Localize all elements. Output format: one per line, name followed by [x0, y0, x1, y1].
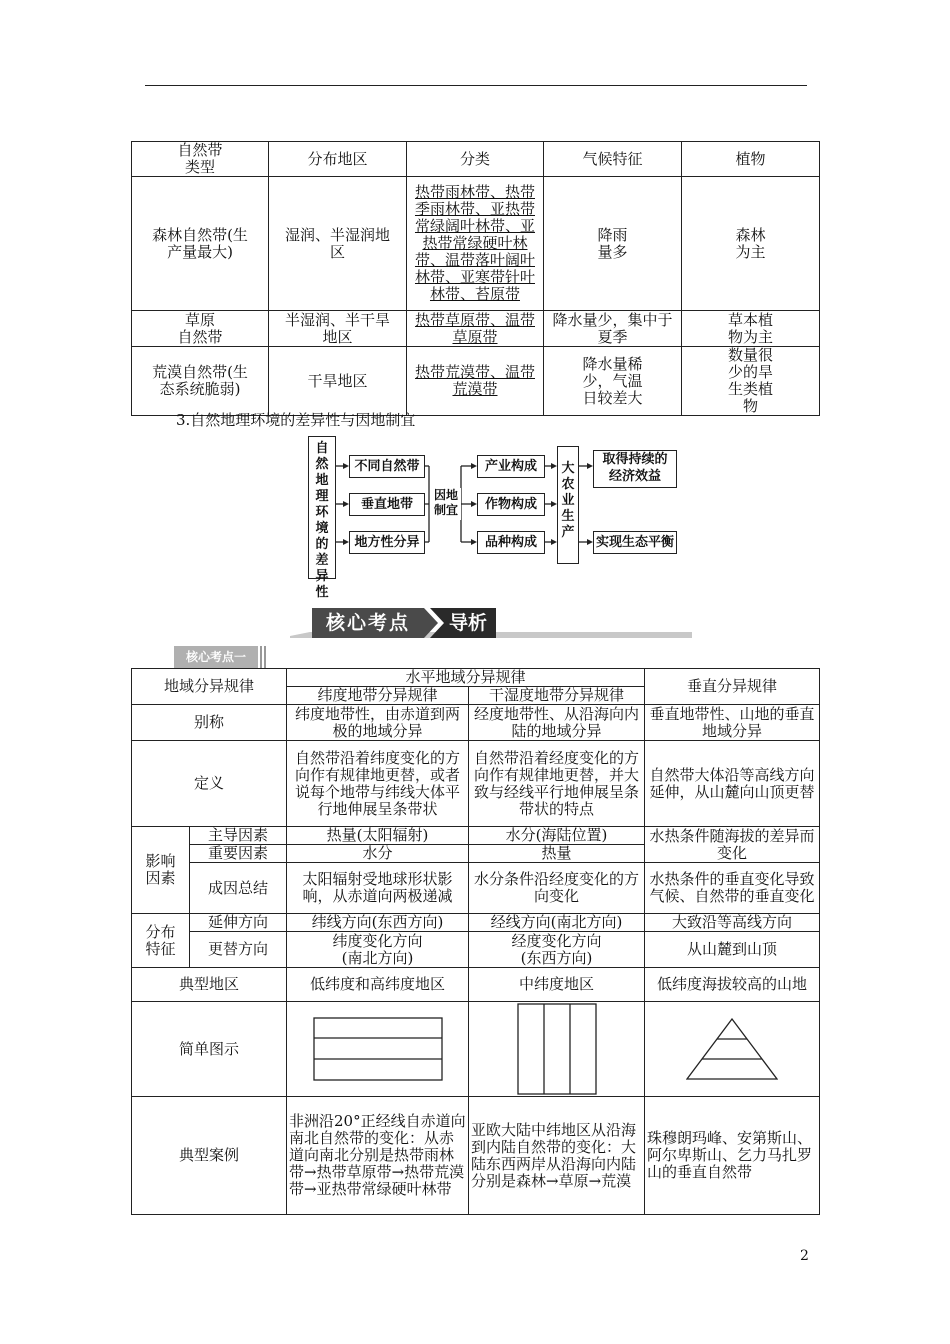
case-lat: 非洲沿20°正经线自赤道向南北自然带的变化：从赤道向南北分别是热带雨林带→热带草原带→热带荒漠带→亚热带常绿硬叶林带	[287, 1097, 469, 1215]
page-number: 2	[800, 1248, 809, 1264]
cause-vert: 水热条件的垂直变化导致气候、自然带的垂直变化	[645, 863, 820, 914]
key-factor-lon: 热量	[469, 845, 645, 863]
flow-center: 大农业生产	[557, 446, 579, 564]
desert-plants: 数量很 少的旱 生类植 物	[682, 347, 820, 416]
corner-cell: 地域分异规律	[132, 669, 287, 705]
extend-lat: 纬线方向(东西方向)	[287, 914, 469, 932]
cause-lat: 太阳辐射受地球形状影响，从赤道向两极递减	[287, 863, 469, 914]
alias-lon: 经度地带性、从沿海向内陆的地域分异	[469, 705, 645, 741]
tag-stripe-1	[260, 646, 262, 668]
flow-result-2: 实现生态平衡	[593, 531, 677, 554]
flow-output-3: 品种构成	[477, 531, 545, 554]
factor-label: 影响 因素	[132, 827, 190, 914]
desert-region: 干旱地区	[269, 347, 407, 416]
longitudinal-zone-diagram	[517, 1003, 597, 1095]
alter-vert: 从山麓到山顶	[645, 932, 820, 968]
def-lat: 自然带沿着纬度变化的方向作有规律地更替，或者说每个地带与纬线大体平行地伸展呈条带状	[287, 741, 469, 827]
flow-output-1: 产业构成	[477, 455, 545, 478]
banner-left-text: 核心考点	[325, 612, 410, 634]
differentiation-flowchart	[305, 436, 685, 600]
vertical-header: 垂直分异规律	[645, 669, 820, 705]
desert-type: 荒漠自然带(生 态系统脆弱)	[132, 347, 269, 416]
flow-result-1: 取得持续的 经济效益	[593, 450, 677, 488]
latitudinal-zone-diagram	[313, 1017, 443, 1081]
section-3-title: 3.自然地理环境的差异性与因地制宜	[176, 411, 416, 429]
region-label: 典型地区	[132, 968, 287, 1002]
banner-right-text: 导析	[448, 612, 487, 634]
header-climate: 气候特征	[544, 142, 682, 177]
extend-lon: 经线方向(南北方向)	[469, 914, 645, 932]
cause-label: 成因总结	[190, 863, 287, 914]
diagram-lon	[469, 1002, 645, 1097]
natural-zone-table	[131, 141, 820, 416]
alter-lat: 纬度变化方向 (南北方向)	[287, 932, 469, 968]
flow-left-box: 自然地理环境的差异性	[308, 436, 336, 579]
flow-zone-3: 地方性分异	[349, 531, 425, 554]
cause-lon: 水分条件沿经度变化的方向变化	[469, 863, 645, 914]
header-region: 分布地区	[269, 142, 407, 177]
case-label: 典型案例	[132, 1097, 287, 1215]
region-vert: 低纬度海拔较高的山地	[645, 968, 820, 1002]
alias-label: 别称	[132, 705, 287, 741]
tag-text: 核心考点一	[185, 650, 246, 664]
header-classes: 分类	[407, 142, 544, 177]
main-factor-label: 主导因素	[190, 827, 287, 845]
diagram-lat	[287, 1002, 469, 1097]
def-label: 定义	[132, 741, 287, 827]
key-factor-label: 重要因素	[190, 845, 287, 863]
forest-plants: 森林 为主	[682, 177, 820, 311]
dist-label: 分布 特征	[132, 914, 190, 968]
main-factor-lat: 热量(太阳辐射)	[287, 827, 469, 845]
diagram-vert	[645, 1002, 820, 1097]
def-vert: 自然带大体沿等高线方向延伸，从山麓向山顶更替	[645, 741, 820, 827]
extend-vert: 大致沿等高线方向	[645, 914, 820, 932]
core-topic-banner	[290, 606, 692, 642]
region-lon: 中纬度地区	[469, 968, 645, 1002]
tag-stripe-2	[264, 646, 266, 668]
alter-label: 更替方向	[190, 932, 287, 968]
case-lon: 亚欧大陆中纬地区从沿海到内陆自然带的变化：大陆东西两岸从沿海向内陆分别是森林→草原→荒漠	[469, 1097, 645, 1215]
desert-classes: 热带荒漠带、温带荒漠带	[407, 347, 544, 416]
forest-type: 森林自然带(生 产量最大)	[132, 177, 269, 311]
forest-climate: 降雨 量多	[544, 177, 682, 311]
diagram-label: 简单图示	[132, 1002, 287, 1097]
def-lon: 自然带沿着经度变化的方向作有规律地更替，并大致与经线平行地伸展呈条带状的特点	[469, 741, 645, 827]
case-vert: 珠穆朗玛峰、安第斯山、阿尔卑斯山、乞力马扎罗山的垂直自然带	[645, 1097, 820, 1215]
lat-header: 纬度地带分异规律	[287, 687, 469, 705]
header-zone-type: 自然带 类型	[132, 142, 269, 177]
key-factor-lat: 水分	[287, 845, 469, 863]
alias-vert: 垂直地带性、山地的垂直地域分异	[645, 705, 820, 741]
flow-output-2: 作物构成	[477, 493, 545, 516]
forest-region: 湿润、半湿润地 区	[269, 177, 407, 311]
flow-zone-1: 不同自然带	[349, 455, 425, 478]
altitudinal-zone-diagram	[686, 1018, 778, 1080]
grass-classes: 热带草原带、温带草原带	[407, 311, 544, 347]
desert-climate: 降水量稀 少，气温 日较差大	[544, 347, 682, 416]
grass-region: 半湿润、半干旱 地区	[269, 311, 407, 347]
grass-climate: 降水量少，集中于夏季	[544, 311, 682, 347]
core-topic-tag	[174, 646, 269, 668]
zonation-law-table	[131, 668, 820, 1215]
header-plants: 植物	[682, 142, 820, 177]
grass-plants: 草本植 物为主	[682, 311, 820, 347]
alias-lat: 纬度地带性，由赤道到两极的地域分异	[287, 705, 469, 741]
main-factor-vert: 水热条件随海拔的差异而变化	[645, 827, 820, 863]
region-lat: 低纬度和高纬度地区	[287, 968, 469, 1002]
header-rule	[145, 85, 807, 86]
forest-classes: 热带雨林带、热带季雨林带、亚热带常绿阔叶林带、亚热带常绿硬叶林带、温带落叶阔叶林带、亚寒带针叶林带、苔原带	[407, 177, 544, 311]
flow-adapt: 因地 制宜	[431, 488, 461, 520]
flow-zone-2: 垂直地带	[349, 493, 425, 516]
alter-lon: 经度变化方向 (东西方向)	[469, 932, 645, 968]
grass-type: 草原 自然带	[132, 311, 269, 347]
lon-header: 干湿度地带分异规律	[469, 687, 645, 705]
extend-label: 延伸方向	[190, 914, 287, 932]
horizontal-header: 水平地域分异规律	[287, 669, 645, 687]
main-factor-lon: 水分(海陆位置)	[469, 827, 645, 845]
